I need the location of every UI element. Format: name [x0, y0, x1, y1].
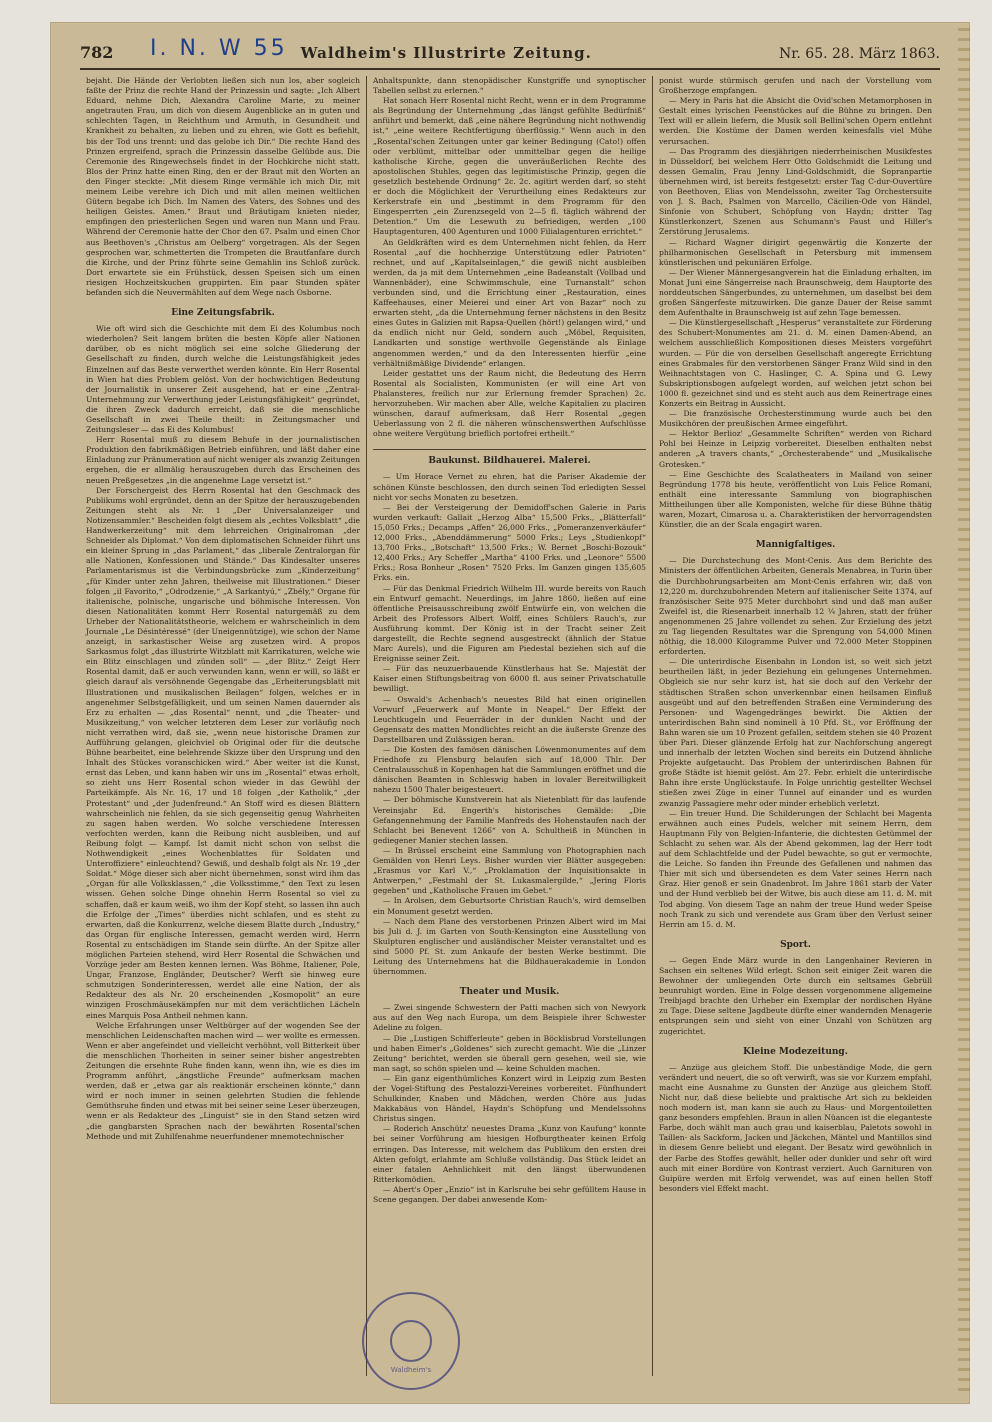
- paragraph: — Die „Lustigen Schifferleute“ geben in Böcklisbrud Vorstellungen und haben Eimer's „Goldenes“ sich zurecht gemacht. Wie die „Linzer Zeitung“ berichtet, werden sie überall gern gesehen, weil sie, wie man sagt, so schön spielen und — keine Schulden machen.: [373, 1033, 646, 1073]
- paragraph: — Die Durchstechung des Mont-Cenis. Aus dem Berichte des Ministers der öffentlichen Arbeiten, Generals Menabrea, in Turin über die Durchbohrungsarbeiten am Mont-Cenis erfahren wir, daß von 12,220 m. durchzubohrenden Metern auf italienischer Seite 1374, auf französischer Seite 975 Meter durchbohrt sind und daß man außer Zweifel ist, die Riesenarbeit innerhalb 12 ¼ Jahren, statt der früher angenommenen 25 Jahre vollendet zu sehen. Zur Erzielung des jetzt zu Tag liegenden Resultates war die Sprengung von 54,000 Minen nöthig, die 18.000 Kilogramme Pulver und 72.000 Meter Stoppinen erforderten.: [659, 556, 932, 657]
- paragraph: — Richard Wagner dirigirt gegenwärtig die Konzerte der philharmonischen Gesellschaft in Petersburg mit immensem künstlerischen und pekuniären Erfolge.: [659, 237, 932, 267]
- paragraph: Anhaltspunkte, dann stenopädischer Kunstgriffe und synoptischer Tabellen selbst zu erlernen.“: [373, 76, 646, 96]
- paragraph: — Das Programm des diesjährigen niederrheinischen Musikfestes in Düsseldorf, bei welchem Herr Otto Goldschmidt die Leitung und dessen Gemalin, Frau Jenny Lind-Goldschmidt, die Sopranpartie übernehmen wird, ist bereits festgesetzt: erster Tag C-dur-Ouvertüre von Beethoven, Elias von Mendelssohn, zweiter Tag Orchestersuite von J. S. Bach, Psalmen von Marcello, Cäcilien-Ode von Händel, Sinfonie von Schubert, Schöpfung von Haydn; dritter Tag Künstlerkonzert, Szenen aus Schumann's Faust und Hiller's Zerstörung Jerusalems.: [659, 146, 932, 237]
- page-number: 782: [80, 43, 114, 62]
- paragraph: — Die unterirdische Eisenbahn in London ist, so weit sich jetzt beurtheilen läßt, in jeder Beziehung ein gelungenes Unternehmen. Obgleich sie nur sehr kurz ist, hat sie doch auf den Verkehr der städtischen Straßen schon unverkennbar einen heilsamen Einfluß ausgeübt und auf den betreffenden Straßen eine Verminderung des Personen- und Wagengedränges bewirkt. Die Aktien der unterirdischen Bahn sind nominell à 10 Pfd. St., vor Eröffnung der Bahn waren sie um 10 Prozent gefallen, seitdem stehen sie 40 Prozent über Pari. Dieser glänzende Erfolg hat zur Nachforschung angeregt und innerhalb der letzten Wochen sind bereits ein Dutzend ähnliche Projekte aufgetaucht. Das Problem der unterirdischen Bahnen für große Städte ist hiemit gelöst. Am 27. Febr. erhielt die unterirdische Bahn ihre erste Unglückstaufe. In Folge unrichtig gestellter Wechsel stießen zwei Züge in einer Tunnel auf einander und es wurden zwanzig Passagiere mehr oder minder erheblich verletzt.: [659, 657, 932, 808]
- paragraph: — Für das neuzuerbauende Künstlerhaus hat Se. Majestät der Kaiser einen Stiftungsbeitrag von 6000 fl. aus seiner Privatschatulle bewilligt.: [373, 664, 646, 694]
- paragraph: — Die Kosten des famösen dänischen Löwenmonumentes auf dem Friedhofe zu Flensburg belaufen sich auf 18,000 Thlr. Der Centralausschuß in Kopenhagen hat die Sammlungen eröffnet und die dänischen Beamten in Schleswig haben in lovaler Bereitwilligkeit nahezu 1500 Thaler beigesteuert.: [373, 745, 646, 795]
- section-heading: Baukunst. Bildhauerei. Malerei.: [373, 449, 646, 466]
- issue-info: Nr. 65. 28. März 1863.: [778, 46, 940, 62]
- paragraph: Der Forschergeist des Herrn Rosental hat den Geschmack des Publikums wohl ergründet, denn an der Spitze der herauszugebenden Zeitungen steht als Nr. 1 „Der Universalanzeiger und Notizensammler.“ Bescheiden folgt diesem als „echtes Volksblatt“ „die Handwerkerzeitung“ mit dem lehrreichen Originalroman „der Schneider als Diplomat.“ Von dem diplomatischen Schneider führt uns ein kleiner Sprung in „das Parlament,“ das „liberale Zentralorgan für alle Nationen, Konfessionen und Stände.“ Das Kindesalter unseres Parlamentarismus ist die Verbindungsbrücke zum „Kinderzeitung“ „für Kinder unter zehn Jahren, theilweise mit Illustrationen.“ Dieser folgen „il Favorito,“ „Odrodzenie,“ „A Sarkantyú,“ „Zbély,“ Organe für italienische, polnische, ungarische und böhmische Interessen. Von diesen Nationalitäten kommt Herr Rosental naturgemäß zu dem Urheber der Nationalitätstheorie, welchem er wahrscheinlich in dem Journale „Le Désintéressé“ (der Uneigennützige), wie schon der Name anzeigt, in sarkastischer Weise arg zusetzen wird. A propos Sarkasmus folgt „das illustrirte Witzblatt mit Karrikaturen, welche wie ein Blitz einschlagen und zünden soll“ — „der Blitz.“ Zeigt Herr Rosental damit, daß er auch verwunden kann, wenn er will, so läßt er gleich darauf als versöhnende Gegengabe das „Erheiterungsblatt mit Illustrationen und musikalischen Beilagen“ folgen, welches er in angenehmer Selbstgefälligkeit, und um seinen Namen dauernder als Erz zu erhalten — „das Rosental“ nennt, und „die Theater- und Musikzeitung,“ von welcher letzteren dem Leser zur vorläufig noch nicht verrathen wird, daß sie, „wenn neue historische Dramen zur Aufführung gelangen, gleichviel ob Original oder für die deutsche Bühne bearbeitet, eine belehrende Skizze über den Ursprung und den Inhalt des Stückes voranschicken wird.“ Aber weiter ist die Kunst, ernst das Leben, und kann haben wir uns im „Rosental“ etwas erholt, so zieht uns Herr Rosental schon wieder in das Gewühl der Parteikämpfe. Als Nr. 16, 17 und 18 folgen „der Katholik,“ „der Protestant“ und „der Judenfreund.“ An Stoff wird es diesen Blättern wahrscheinlich nie fehlen, da sie sich gegenseitig genug Wahrheiten zu sagen haben werden. Wo solche verschiedene Interessen verfochten werden, kann die Reibung nicht ausbleiben, und auf Reibung folgt — Kampf. Ist damit nicht schon von selbst die Nothwendigkeit „eines Wochenblattes für Soldaten und Unteroffiziere“ einleuchtend? Gewiß, und deshalb folgt als Nr. 19 „der Soldat.“ Möge dieser sich aber nicht übernehmen, sonst wird ihm das „Organ für alle Volksklassen,“ „die Volksstimme,“ den Text zu lesen wissen. Gehen solche Dinge ohnehin Herrn Rosental so viel zu schaffen, daß er kaum weiß, wo ihm der Kopf steht, so lassen ihn auch die Erfolge der „Times“ überdies nicht schlafen, und es steht zu erwarten, daß die Konkurrenz, welche diesem Blatte durch „Industry,“ das Organ für englische Interessen, gemacht werden wird, Herrn Rosental zu entschädigen im Stande sein dürfte. An der Spitze aller möglichen Parteien stehend, wird Herr Rosental die Schwächen und Vorzüge jeder am Besten kennen lernen. Was Böhme, Italiener, Pole, Ungar, Franzose, Engländer, Deutscher? Werft sie hinweg eure schmutzigen Sonderinteressen, werdet alle eine Nation, der als Redakteur des als Nr. 20 erscheinenden „Kosmopolit“ an eure winzigen Froschmäusekämpfen nur mit dem verächtlichen Lächeln eines Marquis Posa Antheil nehmen kann.: [86, 485, 360, 1020]
- paragraph: — Für das Denkmal Friedrich Wilhelm III. wurde bereits von Rauch ein Entwurf gemacht. Neuerdings, im Jahre 1860, ließen auf eine öffentliche Preisausschreibung zwölf Entwürfe ein, von welchen die Arbeit des Professors Albert Wolff, eines Schülers Rauch's, zur Ausführung kommt. Der König ist in der Tracht seiner Zeit dargestellt, die Rechte segnend ausgestreckt (ähnlich der Statue Marc Aurels), und die Figuren am Piedestal beziehen sich auf die Ereignisse seiner Zeit.: [373, 583, 646, 664]
- paragraph: — Oswald's Achenbach's neuestes Bild hat einen originellen Vorwurf „Feuerwerk auf Monte in Neapel.“ Der Effekt der Leuchtkugeln und Feuerräder in der dunklen Nacht und der Gegensatz des matten Mondlichtes reicht an die äußerste Grenze des Darstellbaren und Zulässigen heran.: [373, 694, 646, 744]
- paragraph: Hat sonach Herr Rosental nicht Recht, wenn er in dem Programme als Begründung der Unternehmung „das längst gefühlte Bedürfniß“ anführt und bemerkt, daß „eine nähere Begründung nicht nothwendig ist,“ „eine weitere Rechtfertigung überflüssig.“ Wenn auch in den „Rosental'schen Zeitungen unter gar keiner Bedingung (Cato!) offen oder verblümt, mittelbar oder unmittelbar gegen die heilige katholische Kirche, gegen die unveräußerlichen Rechte des apostolischen Stuhles, gegen das legitimistische Prinzip, gegen die gesetzlich bestehende Ordnung“ 2c. 2c. agitirt werden darf, so steht er doch die Möglichkeit der Verurtheilung eines Redakteurs zur Kerkerstrafe ein und „bestimmt in dem Programm für den Eingesperrten „ein Zurenzsegeld von 2—5 fl. täglich während der Detention.“ Um die Lesewuth zu befriedigen, werden „100 Hauptagenturen, 400 Agenturen und 1000 Filialagenturen errichtet.“: [373, 96, 646, 237]
- library-stamp: [362, 1292, 460, 1390]
- eagle-emblem-icon: [390, 1320, 432, 1362]
- paragraph: ponist wurde stürmisch gerufen und nach der Vorstellung vom Großherzoge empfangen.: [659, 76, 932, 96]
- paragraph: — Die Künstlergesellschaft „Hesperus“ veranstaltete zur Förderung des Schubert-Monumentes am 21. d. M. einen Damen-Abend, an welchem ausschließlich Kompositionen dieses Meisters vorgeführt wurden. — Für die von derselben Gesellschaft angeregte Errichtung eines Grabmales für den verstorbenen Sänger Franz Wild sind in den Weihnachtstagen von C. Haslinger, C. A. Spina und G. Lewy Subskriptionsbogen aufgelegt worden, auf welchen jetzt schon bei 1000 fl. gezeichnet sind und es steht auch aus dem Reinertrage eines Konzerts ein Beitrag in Aussicht.: [659, 318, 932, 408]
- paragraph: — In Brüssel erscheint eine Sammlung von Photographien nach Gemälden von Henri Leys. Bisher wurden vier Blätter ausgegeben: „Erasmus vor Karl V.,“ „Proklamation der Inquisitionsakte in Antwerpen,“ „Festmahl der St. Lukasmalergilde,“ „Jering Floris gegeben“ und „Katholische Frauen im Gebet.“: [373, 845, 646, 896]
- paragraph: — Die französische Orchesterstimmung wurde auch bei den Musikchören der preußischen Armee eingeführt.: [659, 409, 932, 429]
- paragraph: — Der Wiener Männergesangverein hat die Einladung erhalten, im Monat Juni eine Sängerreise nach Braunschweig, dem Hauptorte des norddeutschen Sängerbundes, zu unternehmen, um daselbst bei dem großen Sängerfeste mitzuwirken. Die ganze Dauer der Reise sammt dem Aufenthalte in Braunschweig ist auf zehn Tage bemessen.: [659, 267, 932, 318]
- section-heading: Mannigfaltiges.: [755, 540, 836, 551]
- paragraph: — Ein ganz eigenthümliches Konzert wird in Leipzig zum Besten der Vogel-Stiftung des Pestalozzi-Vereines vorbereitet. Fünfhundert Schulkinder, Knaben und Mädchen, werden Chöre aus Judas Makkabäus von Händel, Haydn's Schöpfung und Mendelssohns Christus singen.: [373, 1073, 646, 1124]
- paragraph: — Der böhmische Kunstverein hat als Nietenblatt für das laufende Vereinsjahr Ed. Engerth's historisches Gemälde: „Die Gefangennehmung der Familie Manfreds des Hohenstaufen nach der Schlacht bei Benevent 1266“ von A. Schultheiß in München in gediegener Manier stechen lassen.: [373, 795, 646, 845]
- paragraph: — Ein treuer Hund. Die Schilderungen der Schlacht bei Magenta erwähnen auch eines Pudels, welcher mit seinem Herrn, dem Hauptmann Fily von Belgien-Infanterie, die dichtesten Getümmel der Schlacht zu sehen war. Als der Abend gekommen, lag der Herr todt auf dem Schlachtfelde und der Pudel bewachte, so gut er vermochte, die Leiche. So fanden ihn Freunde des Gefallenen und nahmen das Thier mit sich und übersendeten es dem Vater seines Herrn nach Graz. Hier genoß er sein Gnadenbrot. Im Jahre 1861 starb der Vater und der Hund verblieb bei der Witwe, bis auch diese am 11. d. M. mit Tod abging. Von diesem Tage an nahm der treue Hund weder Speise noch Trank zu sich und verendete aus Gram über den Verlust seiner Herrin am 15. d. M.: [659, 808, 932, 929]
- stamp-text: Waldheim's: [390, 1366, 432, 1374]
- section-heading: Kleine Modezeitung.: [743, 1046, 848, 1057]
- column-1: [80, 76, 366, 1376]
- paragraph: — Eine Geschichte des Scalatheaters in Mailand von seiner Begründung 1778 bis heute, veröffentlicht von Luis Felice Romani, enthält eine interessante Sammlung von biographischen Mittheilungen über alle Komponisten, welche für diese Bühne thätig waren, Mozart, Cimarosa u. a. Charakteristiken der hervorragendsten Künstler, die an der Scala engagirt waren.: [659, 469, 932, 530]
- paragraph: — Hektor Berlioz' „Gesammelte Schriften“ werden von Richard Pohl bei Heinze in Leipzig vorbereitet. Dieselben enthalten nebst anderen „A travers chants,“ „Orchesterabende“ und „Musikalische Grotesken.“: [659, 429, 932, 469]
- section-heading: Theater und Musik.: [459, 987, 560, 998]
- handwritten-signature: I. N. W 55: [150, 36, 288, 61]
- paragraph: — Anzüge aus gleichem Stoff. Die unbeständige Mode, die gern verändert und neuert, die so oft verwirft, was sie vor Kurzem empfahl, macht eine Ausnahme zu Gunsten der Anzüge aus gleichem Stoff. Nicht nur, daß diese beliebte und praktische Art sich zu bekleiden noch modern ist, man kann sie auch zu Haus- und Morgentoiletten ganz besonders empfehlen. Braun in allen Nüancen ist die eleganteste Farbe, doch wählt man auch grau und kaiserblau, Paletots sowohl in Taillen- als Sackform, Jacken und Jäckchen, Mäntel und Mantillos sind in diesem Genre beliebt und elegant. Der Besatz wird gewöhnlich in der Farbe des Stoffes gewählt, heller oder dunkler und sehr oft wird auch mit einer Bordüre von Kontrast verziert. Auch Garnituren von Guipüre werden mit Erfolg verwendet, was auf einen hellen Stoff besonders viel Effekt macht.: [659, 1062, 932, 1193]
- column-2: [366, 76, 652, 1376]
- newspaper-page: [50, 22, 970, 1404]
- paragraph: Wie oft wird sich die Geschichte mit dem Ei des Kolumbus noch wiederholen? Seit langem brüten die besten Köpfe aller Nationen darüber, ob es nicht möglich sei eine solche Gliederung der Gesellschaft zu finden, durch welche die Leistungsfähigkeit jedes Einzelnen auf das Beste verwerthet werden könnte. Ein Herr Rosental in Wien hat dies Problem gelöst. Von der hochwichtigen Bedeutung der Journalistik in unserer Zeit ausgehend, hat er eine „Zentral-Unternehmung zur Verwerthung jeder Leistungsfähigkeit“ gegründet, die ihren Zweck dadurch erreicht, daß sie die menschliche Gesellschaft in zwei Theile theilt: in Zeitungsmacher und Zeitungsleser — das Ei des Kolumbus!: [86, 324, 360, 435]
- paragraph: Leider gestattet uns der Raum nicht, die Bedeutung des Herrn Rosental als Socialisten, Kommunisten (er will eine Art von Phalansteres, freilich nur zur Erlernung fremder Sprachen) 2c. hervorzuheben. Wir machen aber Alle, welche Kapitalien zu placiren wünschen, darauf aufmerksam, daß Herr Rosental „gegen Ueberlassung von 2 fl. die näheren wünschenswerthen Aufschlüsse ohne weitere Vergütung brieflich portofrei ertheilt.“: [373, 368, 646, 439]
- paragraph: — Gegen Ende März wurde in den Langenhainer Revieren in Sachsen ein seltenes Wild erlegt. Schon seit einiger Zeit waren die Bewohner der umliegenden Orte durch ein seltsames Gebrüll beunruhigt worden. Eine in Folge dessen vorgenommene allgemeine Treibjagd brachte den Urheber ein Exemplar der nordischen Hyäne zu Tage. Diese seltene Jagdbeute dürfte einer wandernden Menagerie entsprungen sein und sieht von einer Unzahl von Schützen arg zugerichtet.: [659, 955, 932, 1036]
- paragraph: — Abert's Oper „Enzio“ ist in Karlsruhe bei sehr gefülltem Hause in Scene gegangen. Der dabei anwesende Kom-: [373, 1184, 646, 1205]
- paragraph: — Roderich Anschütz' neuestes Drama „Kunz von Kaufung“ konnte bei seiner Vorführung am hiesigen Hofburgtheater keinen Erfolg erringen. Das Interesse, mit welchem das Publikum den ersten drei Akten gefolgt, erlahmte am Schluße vollständig. Das Stück leidet an einer fatalen Aehnlichkeit mit den längst überwundenen Ritterkomödien.: [373, 1124, 646, 1184]
- page-edge-marks: [958, 28, 970, 1398]
- paragraph: An Geldkräften wird es dem Unternehmen nicht fehlen, da Herr Rosental „auf die hochherzige Unterstützung edler Patrioten“ rechnet, und auf „Kapitalseinlagen,“ die gewiß nicht ausbleiben werden, da ja mit dem Unternehmen „eine Badeanstalt (Vollbad und Wannenbäder), eine Schwimmschule, eine Turnanstalt“ schon verbunden sind, und die Errichtung einer „Restauration, eines Kaffeehauses, einer Meierei und einer Art von Bazar“ noch zu erwarten steht, „da die Unternehmung ferner nächstens in den Besitz eines Gutes in Galizien mit Rapsa-Quellen (hört!) gelangen wird,“ und da endlich nicht nur Geld, sondern auch „Möbel, Requisiten, Landkarten und sonstige werthvolle Gegenstände als Einlage angenommen werden,“ und da den Interessenten hierfür „eine verhältnißmäßige Dividende“ erlangen.: [373, 237, 646, 368]
- paragraph: Herr Rosental muß zu diesem Behufe in der journalistischen Produktion den fabrikmäßigen Betrieb einführen, und läßt daher eine Einladung zur Pränumeration auf nicht weniger als zwanzig Zeitungen ergehen, die er allmälig herauszugeben durch das Erscheinen des neuen Preßgesetzes „in die angenehme Lage versetzt ist.“: [86, 435, 360, 485]
- paragraph: Welche Erfahrungen unser Weltbürger auf der wogenden See der menschlichen Leidenschaften machen wird — wer wollte es ermessen. Wenn er aber angefeindet und vielleicht verhöhnt, voll Bitterkeit über die menschlichen Thorheiten in seiner seiner bisher angestrebten Zeitungen die ersehnte Ruhe finden kann, wenn ihn, wie es dies im Programm anführt, „ängstliche Freunde“ aufmerksam machen werden, daß er „etwa gar als reaktionär erscheinen könnte,“ dann wird er noch immer in seinen gelehrten Studien die fehlende Gemüthsruhe finden und etwas mit bei seiner seine Leser überzeugen, wenn er als Redakteur des „Linguist“ sie in den Stand setzen wird „die gangbarsten Sprachen nach der bewährten Rosental'schen Methode und mit Zuhilfenahme neuerfundener mnemotechnischer: [86, 1020, 360, 1141]
- section-heading: Eine Zeitungsfabrik.: [171, 308, 275, 319]
- paragraph: bejaht. Die Hände der Verlobten ließen sich nun los, aber sogleich faßte der Prinz die rechte Hand der Prinzessin und sagte: „Ich Albert Eduard, nehme Dich, Alexandra Caroline Marie, zu meiner angetrauten Frau, um dich von diesem Augenblicke an in guten und schlechten Tagen, in Reichthum und Armuth, in Gesundheit und Krankheit zu behalten, zu lieben und zu ehren, wie Gott es befiehlt, bis der Tod uns trennt: und das gelobe ich Dir.“ Die rechte Hand des Prinzen ergreifend, sprach die Prinzessin dasselbe Gelübde aus. Die Ceremonie des Ringewechsels findet in der Hochkirche nicht statt. Blos der Prinz hatte einen Ring, den er der Braut mit den Worten an den Finger steckte: „Mit diesem Ringe vermähle ich mich Dir, mit meinem Leibe verehre ich Dich und mit allen meinen weltlichen Gütern begabe ich Dich. Im Namen des Vaters, des Sohnes und des heiligen Geistes. Amen.“ Braut und Bräutigam knieten nieder, empfingen den priesterlichen Segen und waren nun Mann und Frau. Während der Ceremonie hatte der Chor den 67. Psalm und einen Chor aus Beethoven's „Christus am Oelberg“ vorgetragen. Als der Segen gesprochen war, schmetterten die Trompeten die Brautfanfare durch die Kirche, und der Prinz führte seine Gemahlin ins Schloß zurück. Dort erwartete sie ein Frühstück, dessen Speisen sich um einen riesigen Hochzeitskuchen gruppirten. Ein paar Stunden später befanden sich die Neuvermählten auf dem Wege nach Osborne.: [86, 76, 360, 297]
- column-3: [652, 76, 938, 1376]
- paragraph: — Bei der Versteigerung der Demidoff'schen Galerie in Paris wurden verkauft: Gallait „Herzog Alba“ 15,500 Frks., „Blätterfall“ 15,050 Frks.; Decamps „Affen“ 26,000 Frks., „Pomeranzenverkäufer“ 12,000 Frks., „Abenddämmerung“ 5000 Frks.; Leys „Studienkopf“ 13,700 Frks., „Botschaft“ 13,500 Frks.; W. Bernet „Boschi-Bozouk“ 12,400 Frks.; Ary Scheffer „Martha“ 4100 Frks. und „Leonore“ 5500 Frks.; Rosa Bonheur „Rosen“ 7520 Frks. Im Ganzen gingen 135,605 Frks. ein.: [373, 502, 646, 583]
- page-header: [80, 36, 940, 70]
- paragraph: — In Arolsen, dem Geburtsorte Christian Rauch's, wird demselben ein Monument gesetzt werden.: [373, 896, 646, 916]
- newspaper-title: Waldheim's Illustrirte Zeitung.: [300, 44, 592, 62]
- paragraph: — Nach dem Plane des verstorbenen Prinzen Albert wird im Mai bis Juli d. J. im Garten von South-Kensington eine Ausstellung von Skulpturen englischer und ausländischer Meister veranstaltet und es sind 5000 Pf. St. zum Ankaufe der besten Werke bestimmt. Die Leitung des Unternehmens hat die Bildhauerakademie in London übernommen.: [373, 916, 646, 977]
- section-heading: Sport.: [780, 939, 811, 950]
- paragraph: — Um Horace Vernet zu ehren, hat die Pariser Akademie der schönen Künste beschlossen, den durch seinen Tod erledigten Sessel nicht vor sechs Monaten zu besetzen.: [373, 472, 646, 502]
- paragraph: — Zwei singende Schwestern der Patti machen sich von Newyork aus auf den Weg nach Europa, um dem Beispiele ihrer Schwester Adeline zu folgen.: [373, 1003, 646, 1033]
- paragraph: — Mery in Paris hat die Absicht die Ovid'schen Metamorphosen in Gestalt eines lyrischen Feenstückes auf die Bühne zu bringen. Den Text will er allein liefern, die Musik soll Bellini'schen Opern entlehnt werden. Die Kostüme der Damen werden keinesfalls viel Mühe verursachen.: [659, 96, 932, 146]
- article-columns: [80, 76, 940, 1376]
